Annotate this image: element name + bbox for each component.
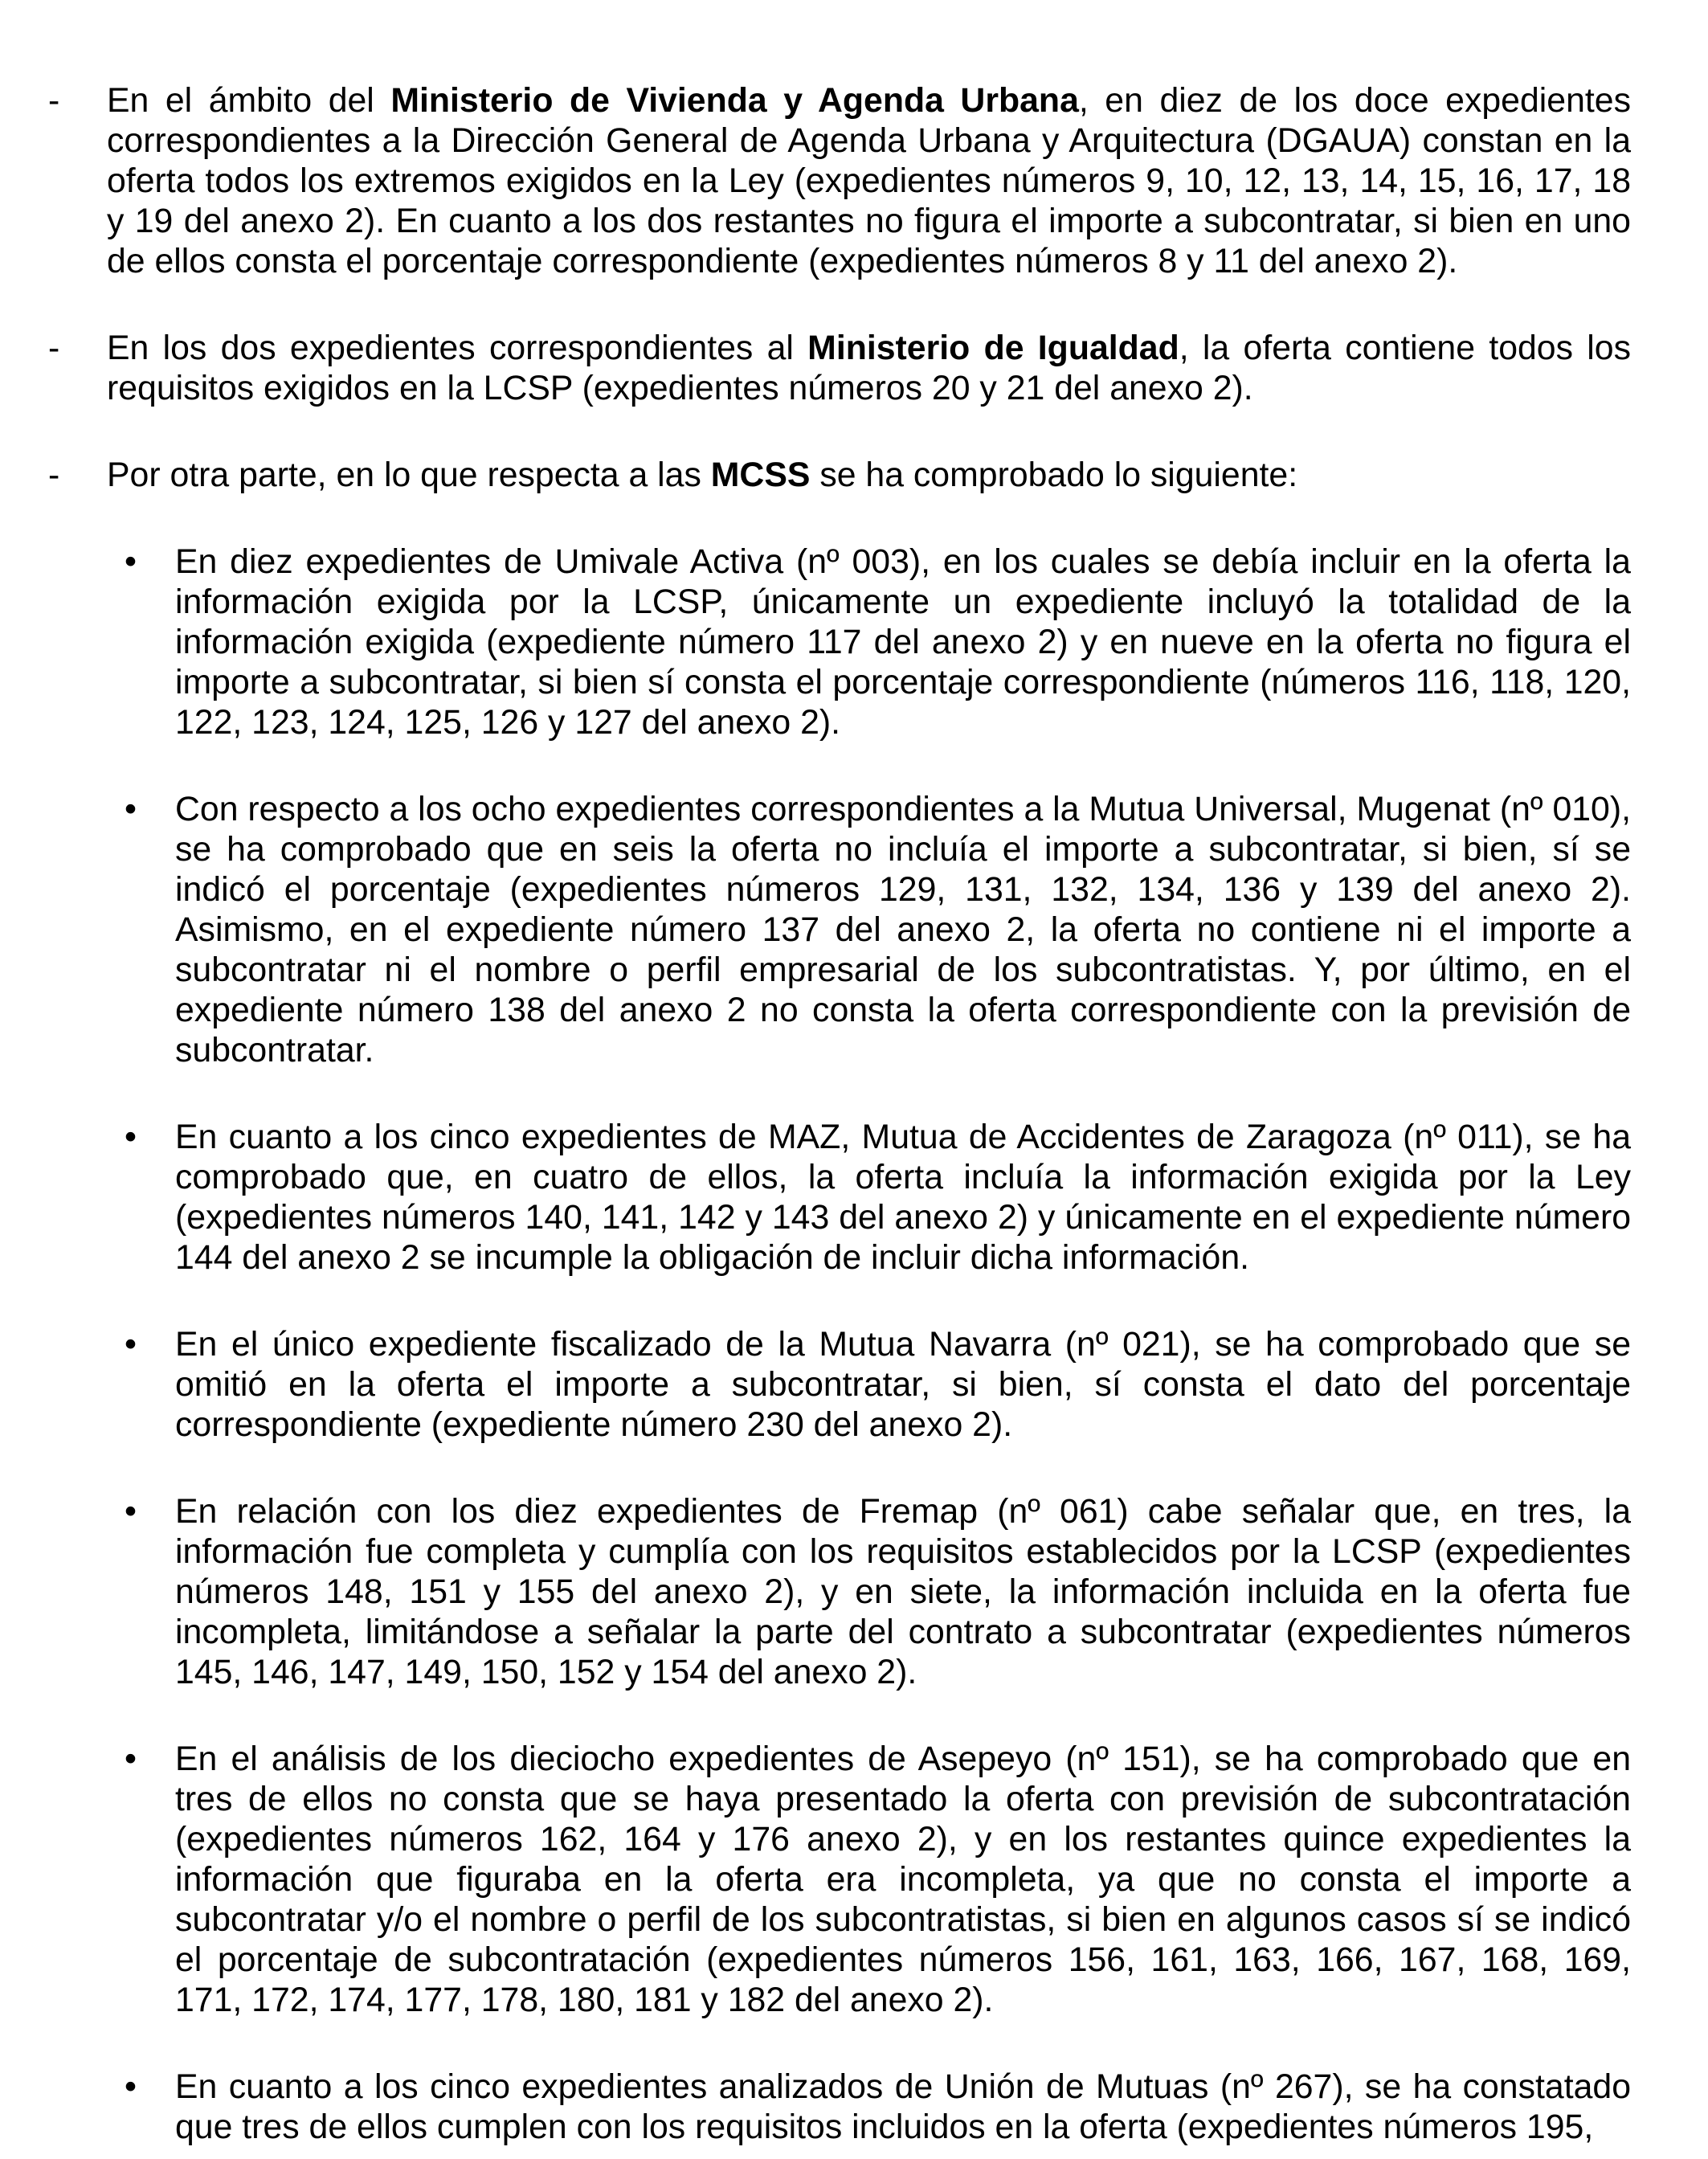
paragraph-mcss-intro: [48, 455, 1631, 495]
paragraph-text: [107, 456, 1297, 494]
paragraph-ministerio-igualdad: [48, 328, 1631, 408]
bullet-asepeyo: [125, 1739, 1631, 2020]
bullet-icon: •: [125, 790, 137, 828]
paragraph-text: [107, 329, 1631, 407]
bold-segment: Ministerio de Vivienda y Agenda Urbana: [390, 81, 1079, 120]
text-segment: En los dos expedientes correspondientes al: [107, 329, 808, 367]
bullet-fremap: [125, 1491, 1631, 1692]
text-segment: En diez expedientes de Umivale Activa (nº 003), en los cuales se debía incluir en la oferta la información exigida por la LCSP, únicamente un expediente incluyó la totalidad de la información exigida (expediente número 117 del anexo 2) y en nueve en la oferta no figura el importe a subcontratar, si bien sí consta el porcentaje correspondiente (números 116, 118, 120, 122, 123, 124, 125, 126 y 127 del anexo 2).: [175, 542, 1631, 742]
text-segment: En cuanto a los cinco expedientes analizados de Unión de Mutuas (nº 267), se ha constatado que tres de ellos cumplen con los requisitos incluidos en la oferta (expedientes números 195,: [175, 2067, 1631, 2146]
dash-marker: -: [48, 81, 60, 120]
text-segment: Por otra parte, en lo que respecta a las: [107, 456, 711, 494]
bullet-icon: •: [125, 1492, 137, 1531]
bullet-maz: [125, 1117, 1631, 1278]
bullet-icon: •: [125, 542, 137, 581]
paragraph-text: [175, 1325, 1631, 1444]
text-segment: En el único expediente fiscalizado de la Mutua Navarra (nº 021), se ha comprobado que se omitió en la oferta el importe a subcontratar, si bien, sí consta el dato del porcentaje correspondiente (expediente número 230 del anexo 2).: [175, 1325, 1631, 1444]
paragraph-text: [175, 1492, 1631, 1691]
paragraph-text: [175, 1118, 1631, 1277]
paragraph-text: [175, 542, 1631, 742]
dash-marker: -: [48, 456, 60, 494]
bullet-icon: •: [125, 1740, 137, 1778]
text-segment: , la oferta contiene todos los requisitos exigidos en la LCSP (expedientes números 20 y 21 del anexo 2).: [107, 329, 1631, 407]
bold-segment: MCSS: [710, 456, 811, 494]
text-segment: se ha comprobado lo siguiente:: [810, 456, 1298, 494]
paragraph-text: [175, 790, 1631, 1069]
bullet-icon: •: [125, 2067, 137, 2106]
paragraph-text: [175, 1740, 1631, 2019]
bullet-icon: •: [125, 1325, 137, 1364]
text-segment: En cuanto a los cinco expedientes de MAZ, Mutua de Accidentes de Zaragoza (nº 011), se ha comprobado que, en cuatro de ellos, la oferta incluía la información exigida por la Ley (expedientes números 140, 141, 142 y 143 del anexo 2) y únicamente en el expediente número 144 del anexo 2 se incumple la obligación de incluir dicha información.: [175, 1118, 1631, 1277]
text-segment: En el análisis de los dieciocho expedientes de Asepeyo (nº 151), se ha comprobado que en tres de ellos no consta que se haya presentado la oferta con previsión de subcontratación (expedientes números 162, 164 y 176 anexo 2), y en los restantes quince expedientes la información que figuraba en la oferta era incompleta, ya que no consta el importe a subcontratar y/o el nombre o perfil de los subcontratistas, si bien en algunos casos sí se indicó el porcentaje de subcontratación (expedientes números 156, 161, 163, 166, 167, 168, 169, 171, 172, 174, 177, 178, 180, 181 y 182 del anexo 2).: [175, 1740, 1631, 2019]
paragraph-ministerio-vivienda: [48, 80, 1631, 281]
paragraph-text: [107, 81, 1631, 280]
bold-segment: Ministerio de Igualdad: [807, 329, 1179, 367]
bullet-mutua-universal: [125, 789, 1631, 1070]
text-segment: En relación con los diez expedientes de Fremap (nº 061) cabe señalar que, en tres, la información fue completa y cumplía con los requisitos establecidos por la LCSP (expedientes números 148, 151 y 155 del anexo 2), y en siete, la información incluida en la oferta fue incompleta, limitándose a señalar la parte del contrato a subcontratar (expedientes números 145, 146, 147, 149, 150, 152 y 154 del anexo 2).: [175, 1492, 1631, 1691]
paragraph-text: [175, 2067, 1631, 2146]
bullet-icon: •: [125, 1118, 137, 1156]
bullet-mutua-navarra: [125, 1324, 1631, 1445]
bullet-union-de-mutuas: [125, 2067, 1631, 2147]
bullet-umivale-activa: [125, 542, 1631, 742]
text-segment: , en diez de los doce expedientes correspondientes a la Dirección General de Agenda Urbana y Arquitectura (DGAUA) constan en la oferta todos los extremos exigidos en la Ley (expedientes números 9, 10, 12, 13, 14, 15, 16, 17, 18 y 19 del anexo 2). En cuanto a los dos restantes no figura el importe a subcontratar, si bien en uno de ellos consta el porcentaje correspondiente (expedientes números 8 y 11 del anexo 2).: [107, 81, 1631, 280]
text-segment: En el ámbito del: [107, 81, 391, 120]
text-segment: Con respecto a los ocho expedientes correspondientes a la Mutua Universal, Mugenat (nº 010), se ha comprobado que en seis la oferta no incluía el importe a subcontratar, si bien, sí se indicó el porcentaje (expedientes números 129, 131, 132, 134, 136 y 139 del anexo 2). Asimismo, en el expediente número 137 del anexo 2, la oferta no contiene ni el importe a subcontratar ni el nombre o perfil empresarial de los subcontratistas. Y, por último, en el expediente número 138 del anexo 2 no consta la oferta correspondiente con la previsión de subcontratar.: [175, 790, 1631, 1069]
dash-marker: -: [48, 329, 60, 367]
